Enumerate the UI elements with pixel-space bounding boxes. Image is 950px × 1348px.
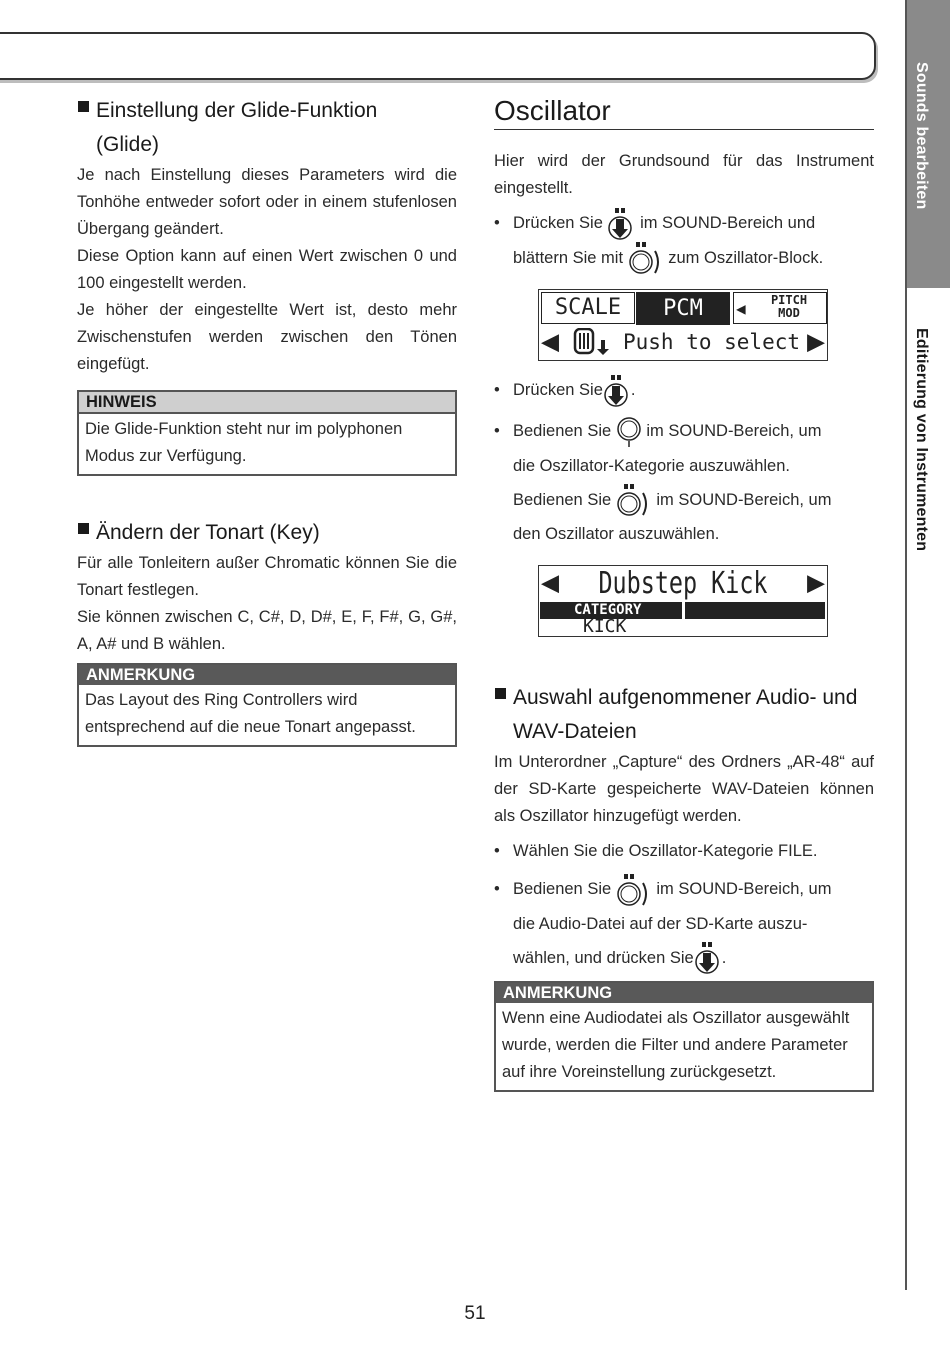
right-column <box>494 94 874 1092</box>
push-knob-icon <box>694 941 722 975</box>
glide-note-box <box>77 390 457 476</box>
lcd-category-bar <box>685 602 825 619</box>
note-title: ANMERKUNG <box>496 983 872 1003</box>
bullet-item: • Drücken Sie im SOUND-Bereich und blättern Sie mit zum Oszillator-Block. <box>494 206 874 275</box>
glide-para-1: Je nach Einstellung dieses Parameters wird die Tonhöhe entweder sofort oder in einem stufenlosen Übergang geändert. <box>77 166 457 238</box>
lcd-oscillator-block <box>538 289 828 361</box>
bullet-item: • Wählen Sie die Oszillator-Kategorie FILE. <box>494 842 818 861</box>
tab-label-instruments: Editierung von Instrumenten <box>913 328 930 552</box>
note-title: ANMERKUNG <box>79 665 455 685</box>
lcd-category-value: KICK <box>583 616 627 638</box>
note-text: Das Layout des Ring Controllers wird entsprechend auf die neue Tonart angepasst. <box>85 691 416 736</box>
lcd-oscillator-name: Dubstep Kick <box>598 566 768 602</box>
lcd-category-label: CATEGORY <box>540 602 682 619</box>
left-column <box>77 94 457 747</box>
header-frame <box>0 32 876 80</box>
heading-square-icon <box>78 523 89 534</box>
lcd-bottom-row <box>539 324 827 360</box>
note-title: HINWEIS <box>79 392 455 414</box>
bullet-item: • Drücken Sie . <box>494 373 874 408</box>
lcd-right-arrow-icon: ▶ <box>806 565 825 601</box>
key-para-1: Für alle Tonleitern außer Chromatic können Sie die Tonart festlegen. <box>77 554 457 599</box>
wav-note-box <box>494 981 874 1092</box>
turn-knob-icon <box>616 483 652 517</box>
heading-square-icon <box>495 688 506 699</box>
bullet-item: • Bedienen Sie im SOUND-Bereich, um die Oszillator-Kategorie auszuwählen. Bedienen Sie im SOUND-Bereich, um den Oszillator auszuwählen. <box>494 414 874 551</box>
wav-heading: Auswahl aufgenommener Audio- und WAV-Dateien <box>494 681 874 749</box>
oscillator-title: Oscillator <box>494 94 874 130</box>
note-text: Die Glide-Funktion steht nur im polyphonen Modus zur Verfügung. <box>85 420 403 465</box>
bullet-item: • Bedienen Sie im SOUND-Bereich, um die Audio-Datei auf der SD-Karte auszu- wählen, und drücken Sie . <box>494 872 874 975</box>
wav-para: Im Unterordner „Capture“ des Ordners „AR-48“ auf der SD-Karte gespeicherte WAV-Dateien können als Oszillator hinzugefügt werden. <box>494 753 874 826</box>
lcd-tab-pcm: PCM <box>636 292 730 325</box>
lcd-tab-pitch-mod: ◀ PITCH MOD <box>733 292 827 324</box>
key-para-2: Sie können zwischen C, C#, D, D#, E, F, F#, G, G#, A, A# und B wählen. <box>77 608 457 653</box>
lcd-left-arrow-icon: ◀ <box>736 299 746 319</box>
glide-para-2: Diese Option kann auf einen Wert zwischen 0 und 100 eingestellt werden. <box>77 247 457 292</box>
heading-square-icon <box>78 101 89 112</box>
key-note-box <box>77 663 457 747</box>
oscillator-intro: Hier wird der Grundsound für das Instrument eingestellt. <box>494 152 874 197</box>
lcd-oscillator-select <box>538 565 828 637</box>
lcd-prompt: Push to select <box>623 330 801 355</box>
lcd-left-arrow-icon: ◀ <box>541 324 560 360</box>
turn-knob-icon <box>616 873 652 907</box>
lcd-right-arrow-icon: ▶ <box>806 324 825 360</box>
note-text: Wenn eine Audiodatei als Oszillator ausgewählt wurde, werden die Filter und andere Parameter auf ihre Voreinstellung zurückgesetzt. <box>502 1009 850 1082</box>
page-number: 51 <box>464 1303 486 1324</box>
side-rail <box>905 0 907 1290</box>
glide-heading: Einstellung der Glide-Funktion (Glide) <box>77 94 457 162</box>
glide-para-3: Je höher der eingestellte Wert ist, desto mehr Zwischenstufen werden zwischen den Tönen eingefügt. <box>77 301 457 373</box>
tab-label-sounds: Sounds bearbeiten <box>913 62 930 210</box>
key-heading: Ändern der Tonart (Key) <box>77 516 457 550</box>
lcd-tab-scale: SCALE <box>541 292 635 324</box>
lcd-left-arrow-icon: ◀ <box>541 565 560 601</box>
push-knob-icon <box>603 374 631 408</box>
knob-push-icon <box>571 328 615 360</box>
outer-ring-icon <box>616 415 642 449</box>
turn-knob-icon <box>628 241 664 275</box>
push-knob-icon <box>607 207 635 241</box>
